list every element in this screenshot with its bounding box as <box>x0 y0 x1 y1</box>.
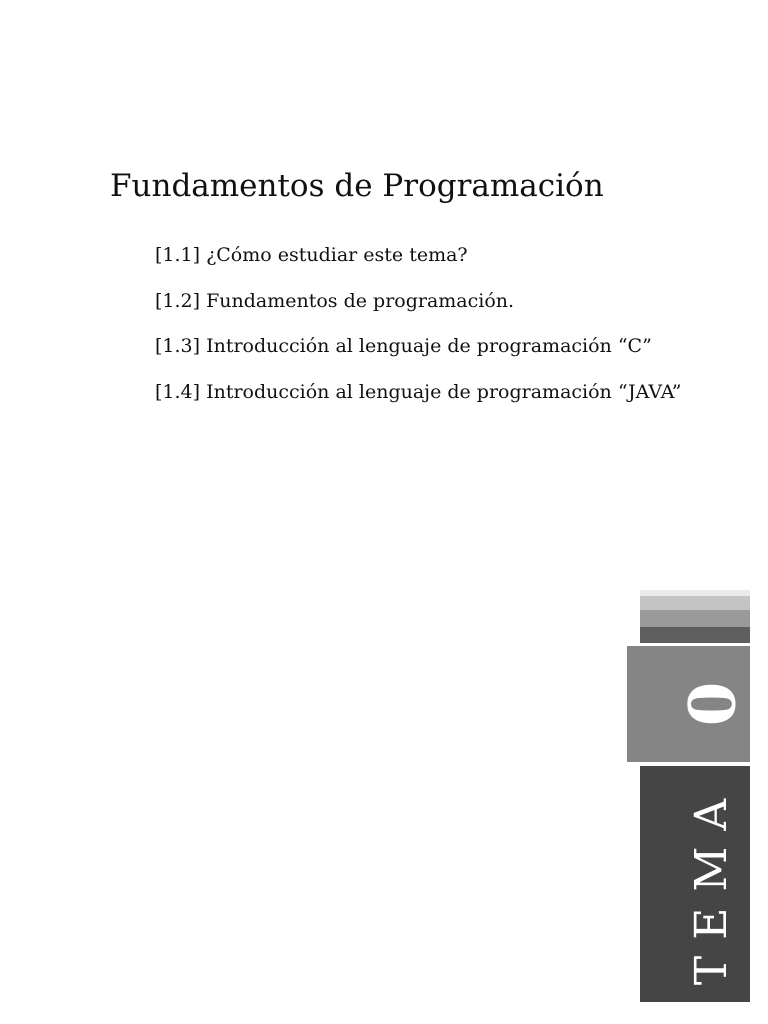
tab-stripe-medium <box>640 610 750 627</box>
tab-stripe-lightest <box>640 590 750 596</box>
chapter-number-box <box>627 646 750 762</box>
toc-item-1-1: [1.1] ¿Cómo estudiar este tema? <box>155 244 468 266</box>
chapter-label-box <box>640 766 750 1002</box>
page-title: Fundamentos de Programación <box>110 168 604 204</box>
tab-stripe-dark <box>640 627 750 643</box>
toc-item-1-3: [1.3] Introducción al lenguaje de programación “C” <box>155 335 652 357</box>
chapter-number: 0 <box>675 681 751 727</box>
toc-item-1-2: [1.2] Fundamentos de programación. <box>155 289 515 312</box>
toc-item-1-4: [1.4] Introducción al lenguaje de programación “JAVA” <box>155 380 682 403</box>
table-of-contents <box>155 241 681 423</box>
tab-stripe-light <box>640 596 750 610</box>
chapter-label: TEMA <box>686 782 737 986</box>
